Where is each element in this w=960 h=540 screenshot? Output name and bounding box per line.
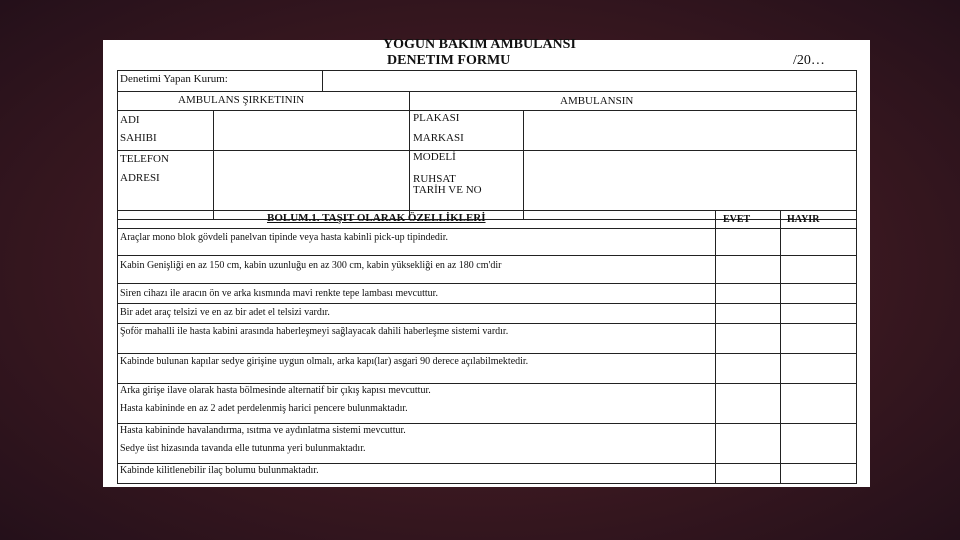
checklist-item: Araçlar mono blok gövdeli panelvan tipinde veya hasta kabinli pick-up tipindedir. [120,232,448,243]
owner-label: SAHIBI [120,132,157,144]
header-info-table [117,70,857,220]
form-date: /20… [793,53,825,68]
checklist-item: Kabin Genişliği en az 150 cm, kabin uzunluğu en az 300 cm, kabin yüksekliği en az 180 cm'dir [120,260,502,271]
phone-label: TELEFON [120,153,169,165]
checklist-item: Siren cihazı ile aracın ön ve arka kısmında mavi renkte tepe lambası mevcuttur. [120,288,438,299]
checklist-item: Şoför mahalli ile hasta kabini arasında haberleşmeyi sağlayacak dahili haberleşme sistemi vardır. [120,326,509,337]
company-header: AMBULANS ŞIRKETININ [178,94,305,106]
section-title: BOLUM.1. TAŞIT OLARAK ÖZELLİKLERİ [267,212,486,224]
checklist-item: Hasta kabininde en az 2 adet perdelenmiş harici pencere bulunmaktadır. [120,403,408,414]
inspector-label: Denetimi Yapan Kurum: [120,73,228,85]
brand-label: MARKASI [413,132,464,144]
address-label: ADRESI [120,172,160,184]
checklist-item: Arka girişe ilave olarak hasta bölmesinde alternatif bir çıkış kapısı mevcuttur. [120,385,431,396]
checklist-item: Kabinde kilitlenebilir ilaç bolumu bulunmaktadır. [120,465,319,476]
inspection-form-document [103,37,870,487]
checklist-item: Sedye üst hizasında tavanda elle tutunma yeri bulunmaktadır. [120,443,366,454]
plate-label: PLAKASI [413,112,460,124]
checklist-item: Kabinde bulunan kapılar sedye girişine uygun olmalı, arka kapı(lar) asgari 90 derece açılabilmektedir. [120,356,529,367]
no-column-header: HAYIR [787,214,820,225]
ambulance-header: AMBULANSIN [560,95,634,107]
form-title-line2: DENETIM FORMU [387,53,511,68]
name-label: ADI [120,114,140,126]
form-title-line1: YOGUN BAKIM AMBULANSI [383,37,576,52]
checklist-item: Hasta kabininde havalandırma, ısıtma ve aydınlatma sistemi mevcuttur. [120,425,406,436]
license-label: RUHSAT TARİH VE NO [413,173,482,196]
checklist-item: Bir adet araç telsizi ve en az bir adet el telsizi vardır. [120,307,330,318]
model-label: MODELİ [413,151,456,163]
yes-column-header: EVET [723,214,751,225]
